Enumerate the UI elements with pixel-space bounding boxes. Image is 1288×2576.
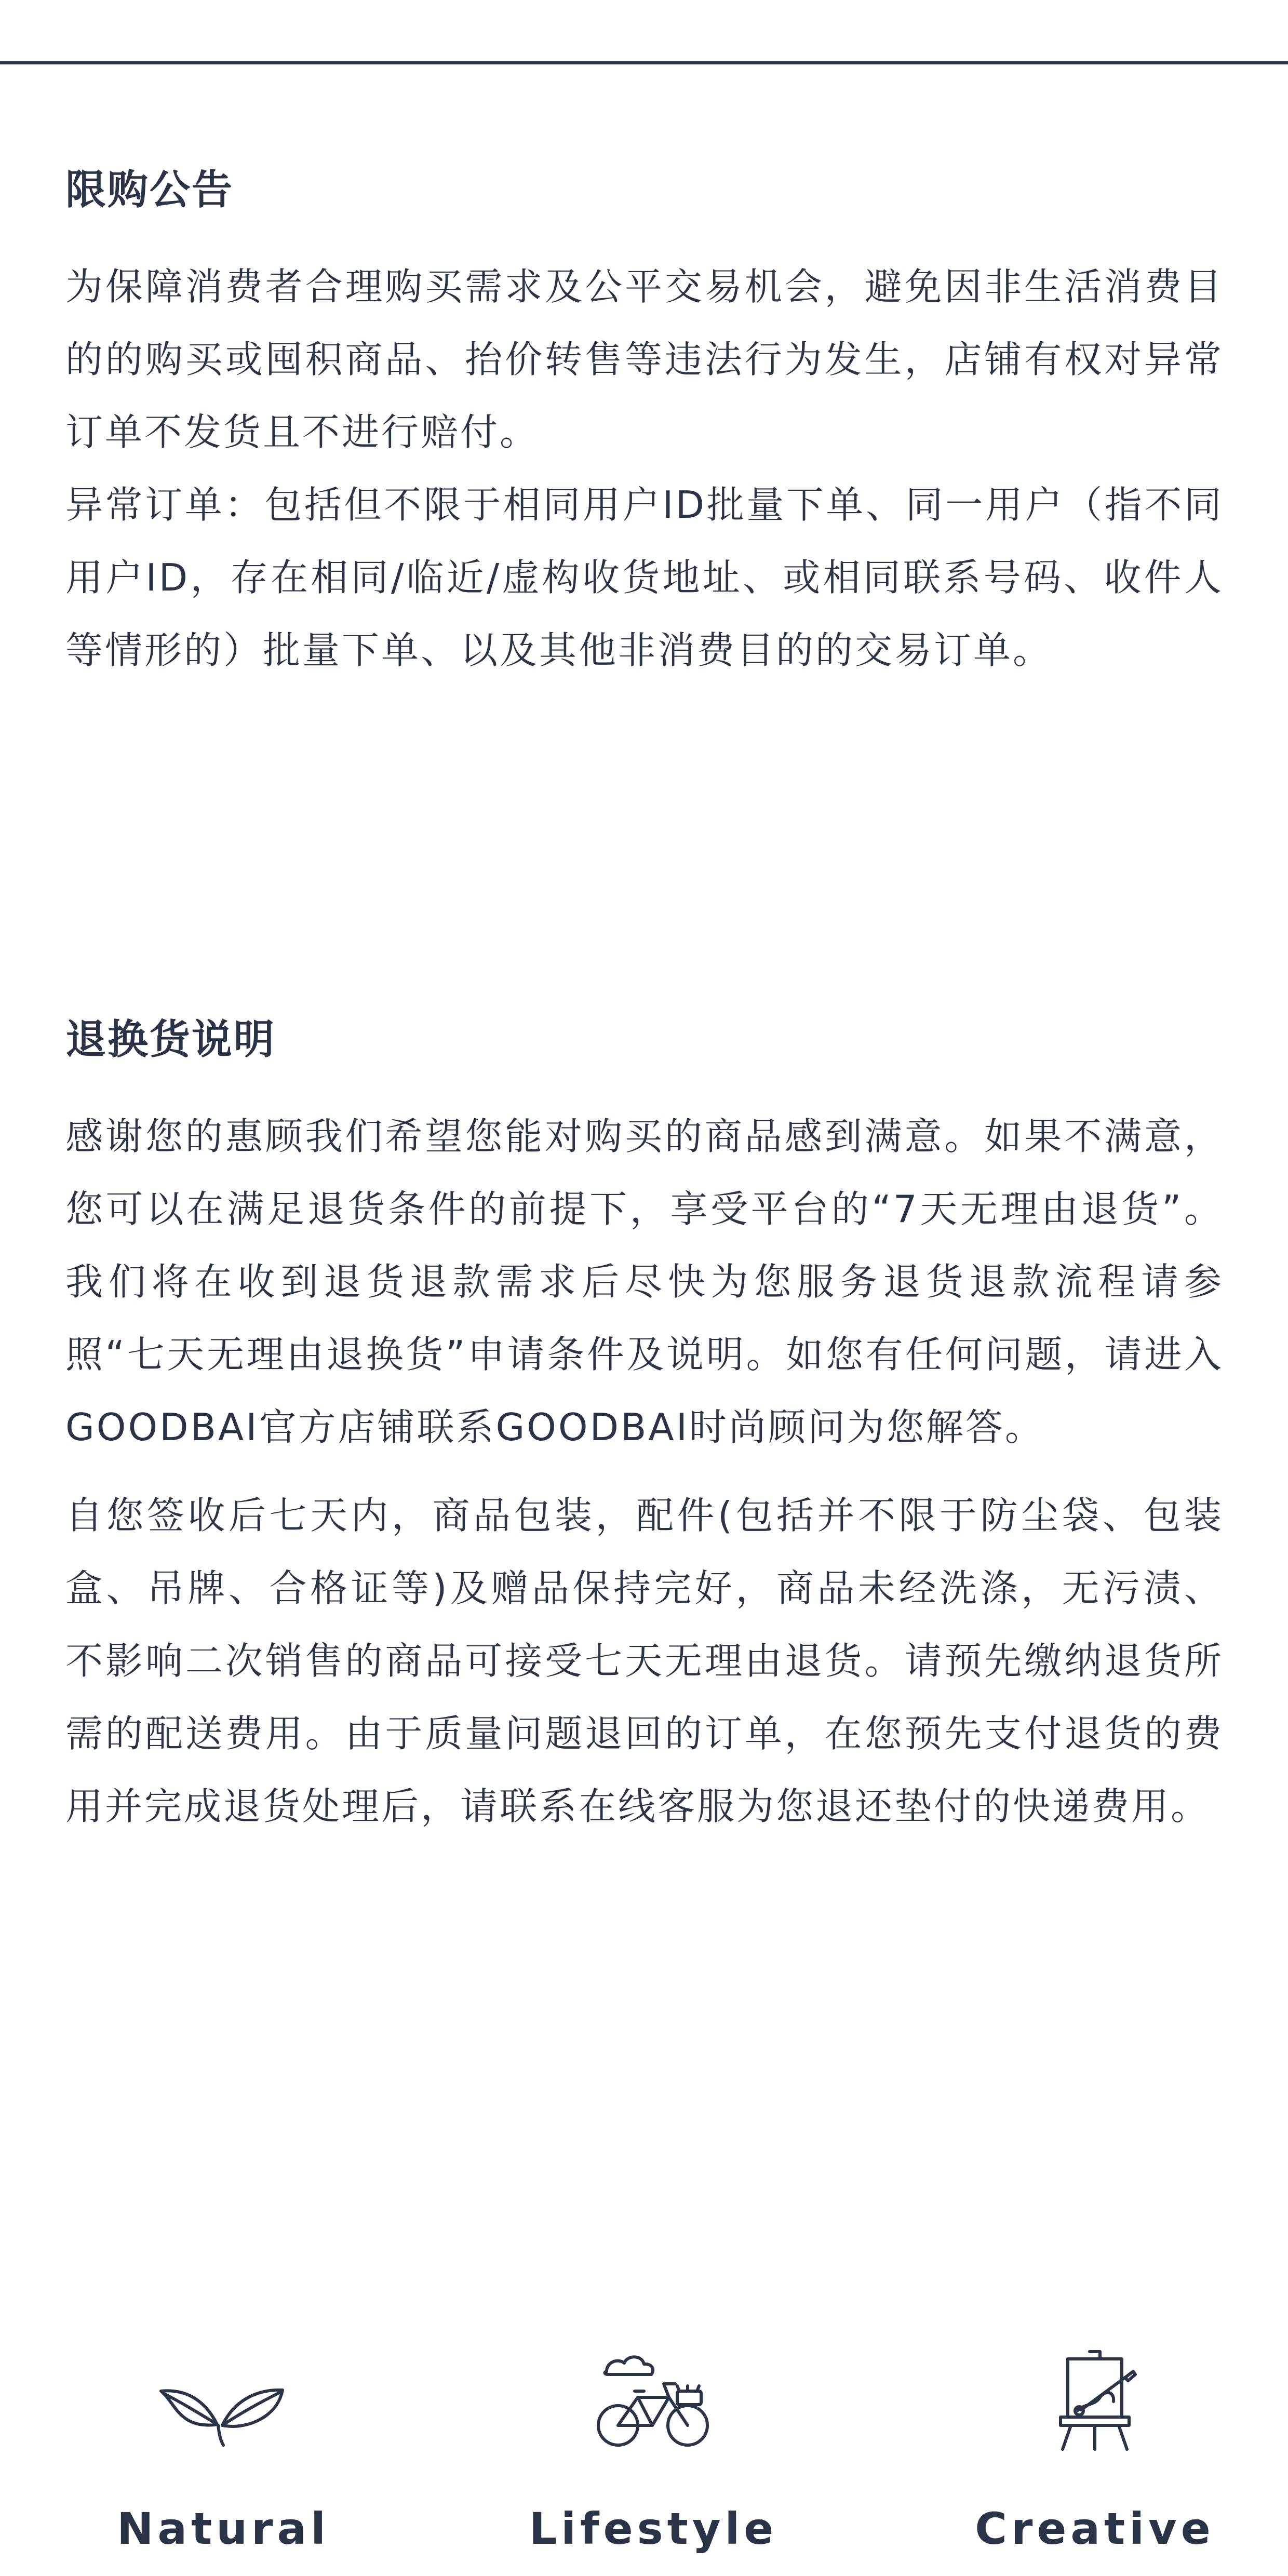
return-paragraph-2: 自您签收后七天内，商品包装，配件(包括并不限于防尘袋、包装盒、吊牌、合格证等)及赠品保持完好，商品未经洗涤，无污渍、不影响二次销售的商品可接受七天无理由退货。请预先缴纳退货所需的配送费用。由于质量问题退回的订单，在您预先支付退货的费用并完成退货处理后，请联系在线客服为您退还垫付的快递费用。 bbox=[65, 1493, 1224, 1828]
feature-natural bbox=[68, 2347, 379, 2554]
feature-label-creative: Creative bbox=[975, 2503, 1215, 2554]
purchase-limit-notice bbox=[65, 166, 1224, 687]
return-paragraph-1: 感谢您的惠顾我们希望您能对购买的商品感到满意。如果不满意，您可以在满足退货条件的前提下，享受平台的“7天无理由退货”。我们将在收到退货退款需求后尽快为您服务退货退款流程请参照“七天无理由退换货”申请条件及说明。如您有任何问题，请进入GOODBAI官方店铺联系GOODBAI时尚顾问为您解答。 bbox=[65, 1114, 1224, 1449]
feature-label-natural: Natural bbox=[117, 2503, 330, 2554]
feature-label-lifestyle: Lifestyle bbox=[529, 2503, 778, 2554]
section-title-return: 退换货说明 bbox=[65, 1016, 276, 1063]
feature-creative bbox=[939, 2347, 1251, 2554]
bicycle-icon bbox=[586, 2347, 721, 2451]
easel-icon bbox=[1027, 2347, 1162, 2451]
section-title-limit: 限购公告 bbox=[65, 167, 234, 213]
return-exchange-policy bbox=[65, 1016, 1224, 1843]
feature-lifestyle bbox=[498, 2347, 809, 2554]
feature-icons-row bbox=[0, 2347, 1288, 2576]
leaves-icon bbox=[156, 2347, 291, 2451]
abnormal-order-paragraph: 异常订单：包括但不限于相同用户ID批量下单、同一用户（指不同用户ID，存在相同/临近/虚构收货地址、或相同联系号码、收件人等情形的）批量下单、以及其他非消费目的的交易订单。 bbox=[65, 482, 1224, 672]
limit-paragraph: 为保障消费者合理购买需求及公平交易机会，避免因非生活消费目的的购买或囤积商品、抬价转售等违法行为发生，店铺有权对异常订单不发货且不进行赔付。 bbox=[65, 264, 1224, 454]
top-divider bbox=[0, 61, 1288, 64]
